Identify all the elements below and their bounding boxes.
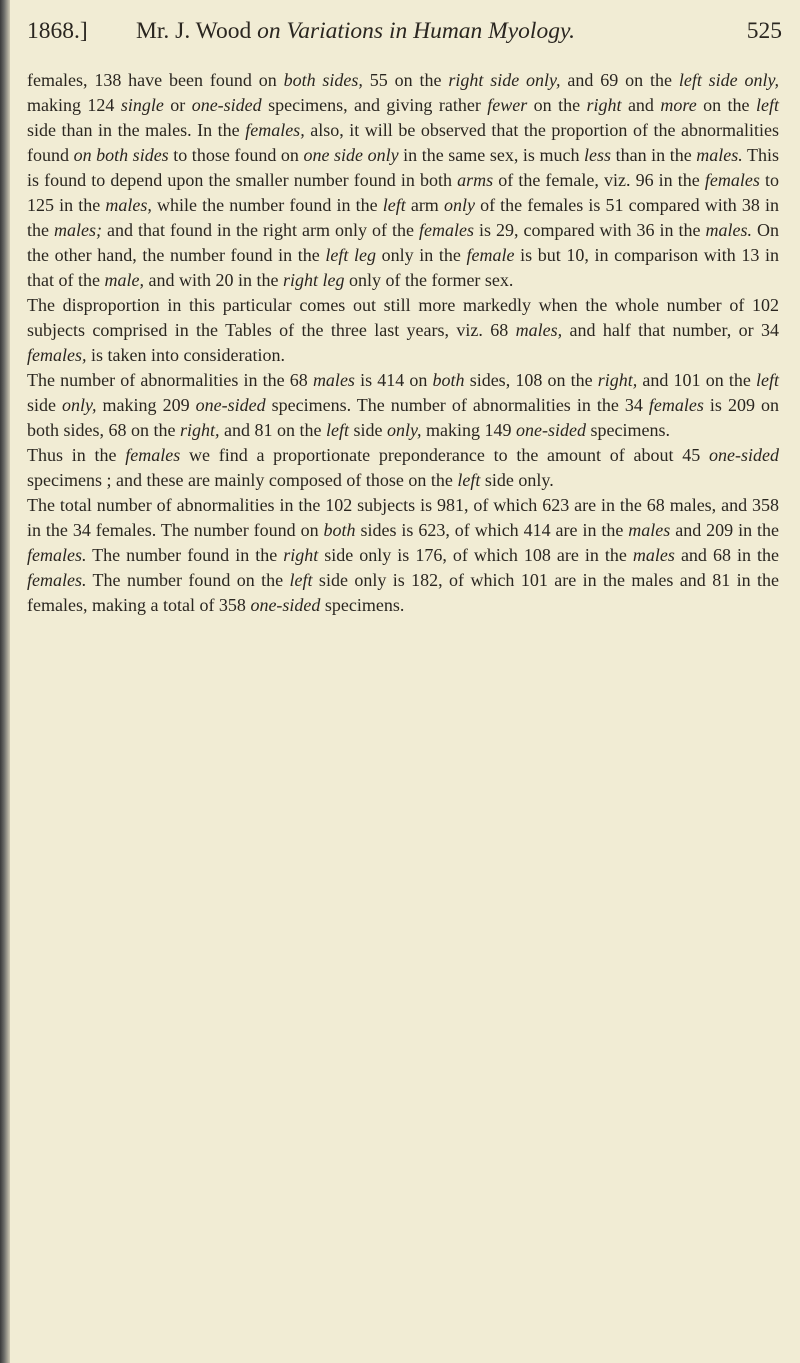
italic-run: males; <box>54 220 102 240</box>
italic-run: right, <box>597 370 638 390</box>
italic-run: males <box>312 370 355 390</box>
italic-run: on both sides <box>73 145 169 165</box>
italic-run: one-sided <box>195 395 266 415</box>
header-title-connector: on <box>257 18 281 44</box>
header-title: Variations in Human Myology. <box>286 18 575 44</box>
italic-run: males, <box>105 195 152 215</box>
italic-run: left <box>457 470 481 490</box>
italic-run: females <box>125 445 181 465</box>
italic-run: males, <box>515 320 563 340</box>
paragraph: The number of abnormalities in the 68 males is 414 on both sides, 108 on the right, and 101 on the left side only, making 209 one-sided specimens. The number of abnormalities in the 34 females is 209 on both sides, 68 on the right, and 81 on the left side only, making 149 one-sided specimens. <box>27 370 779 440</box>
italic-run: males <box>628 520 671 540</box>
italic-run: single <box>120 95 164 115</box>
italic-run: both <box>323 520 356 540</box>
italic-run: left <box>755 370 779 390</box>
italic-run: females. <box>27 570 87 590</box>
page-number: 525 <box>746 18 782 44</box>
running-header <box>27 12 787 52</box>
italic-run: left <box>755 95 779 115</box>
binding-edge <box>0 0 10 1363</box>
italic-run: right, <box>180 420 220 440</box>
body-text <box>27 68 779 618</box>
paragraph: The total number of abnormalities in the 102 subjects is 981, of which 623 are in the 68 males, and 358 in the 34 females. The number found on both sides is 623, of which 414 are in the males and 209 in the females. The number found in the right side only is 176, of which 108 are in the males and 68 in the females. The number found on the left side only is 182, of which 101 are in the males and 81 in the females, making a total of 358 one-sided specimens. <box>27 495 779 615</box>
italic-run: left <box>382 195 406 215</box>
running-title <box>136 18 575 45</box>
italic-run: females <box>419 220 474 240</box>
italic-run: fewer <box>487 95 528 115</box>
header-author: Mr. J. Wood <box>136 18 252 44</box>
paragraph: females, 138 have been found on both sides, 55 on the right side only, and 69 on the left side only, making 124 single or one-sided specimens, and giving rather fewer on the right and more on the left side than in the males. In the females, also, it will be observed that the proportion of the abnormalities found on both sides to those found on one side only in the same sex, is much less than in the males. This is found to depend upon the smaller number found in both arms of the female, viz. 96 in the females to 125 in the males, while the number found in the left arm only of the females is 51 compared with 38 in the males; and that found in the right arm only of the females is 29, compared with 36 in the males. On the other hand, the number found in the left leg only in the female is but 10, in comparison with 13 in that of the male, and with 20 in the right leg only of the former sex. <box>27 70 780 290</box>
italic-run: right leg <box>282 270 345 290</box>
italic-run: female <box>466 245 515 265</box>
italic-run: right <box>586 95 622 115</box>
italic-run: right side only, <box>448 70 561 90</box>
italic-run: only <box>443 195 475 215</box>
italic-run: females, <box>27 345 87 365</box>
italic-run: right <box>283 545 319 565</box>
italic-run: males <box>632 545 675 565</box>
italic-run: males. <box>696 145 743 165</box>
italic-run: less <box>584 145 612 165</box>
paragraph: The disproportion in this particular comes out still more markedly when the whole number of 102 subjects comprised in the Tables of the three last years, viz. 68 males, and half that number, or 34 females, is taken into consideration. <box>27 295 779 365</box>
italic-run: one-sided <box>191 95 262 115</box>
italic-run: male, <box>104 270 144 290</box>
italic-run: one-sided <box>516 420 586 440</box>
italic-run: males. <box>705 220 752 240</box>
italic-run: more <box>660 95 697 115</box>
header-year: 1868.] <box>27 18 88 44</box>
italic-run: one-sided <box>250 595 321 615</box>
italic-run: females <box>648 395 704 415</box>
italic-run: only, <box>387 420 422 440</box>
paragraph: Thus in the females we find a proportionate preponderance to the amount of about 45 one-sided specimens ; and these are mainly composed of those on the left side only. <box>27 445 779 490</box>
italic-run: arms <box>457 170 494 190</box>
italic-run: left <box>289 570 313 590</box>
italic-run: left <box>326 420 349 440</box>
italic-run: left side only, <box>678 70 780 90</box>
italic-run: one side only <box>303 145 399 165</box>
italic-run: both <box>432 370 465 390</box>
italic-run: left leg <box>325 245 377 265</box>
italic-run: females <box>704 170 760 190</box>
italic-run: only, <box>62 395 97 415</box>
italic-run: one-sided <box>709 445 779 465</box>
italic-run: females. <box>27 545 87 565</box>
italic-run: both sides, <box>283 70 363 90</box>
italic-run: females, <box>245 120 305 140</box>
